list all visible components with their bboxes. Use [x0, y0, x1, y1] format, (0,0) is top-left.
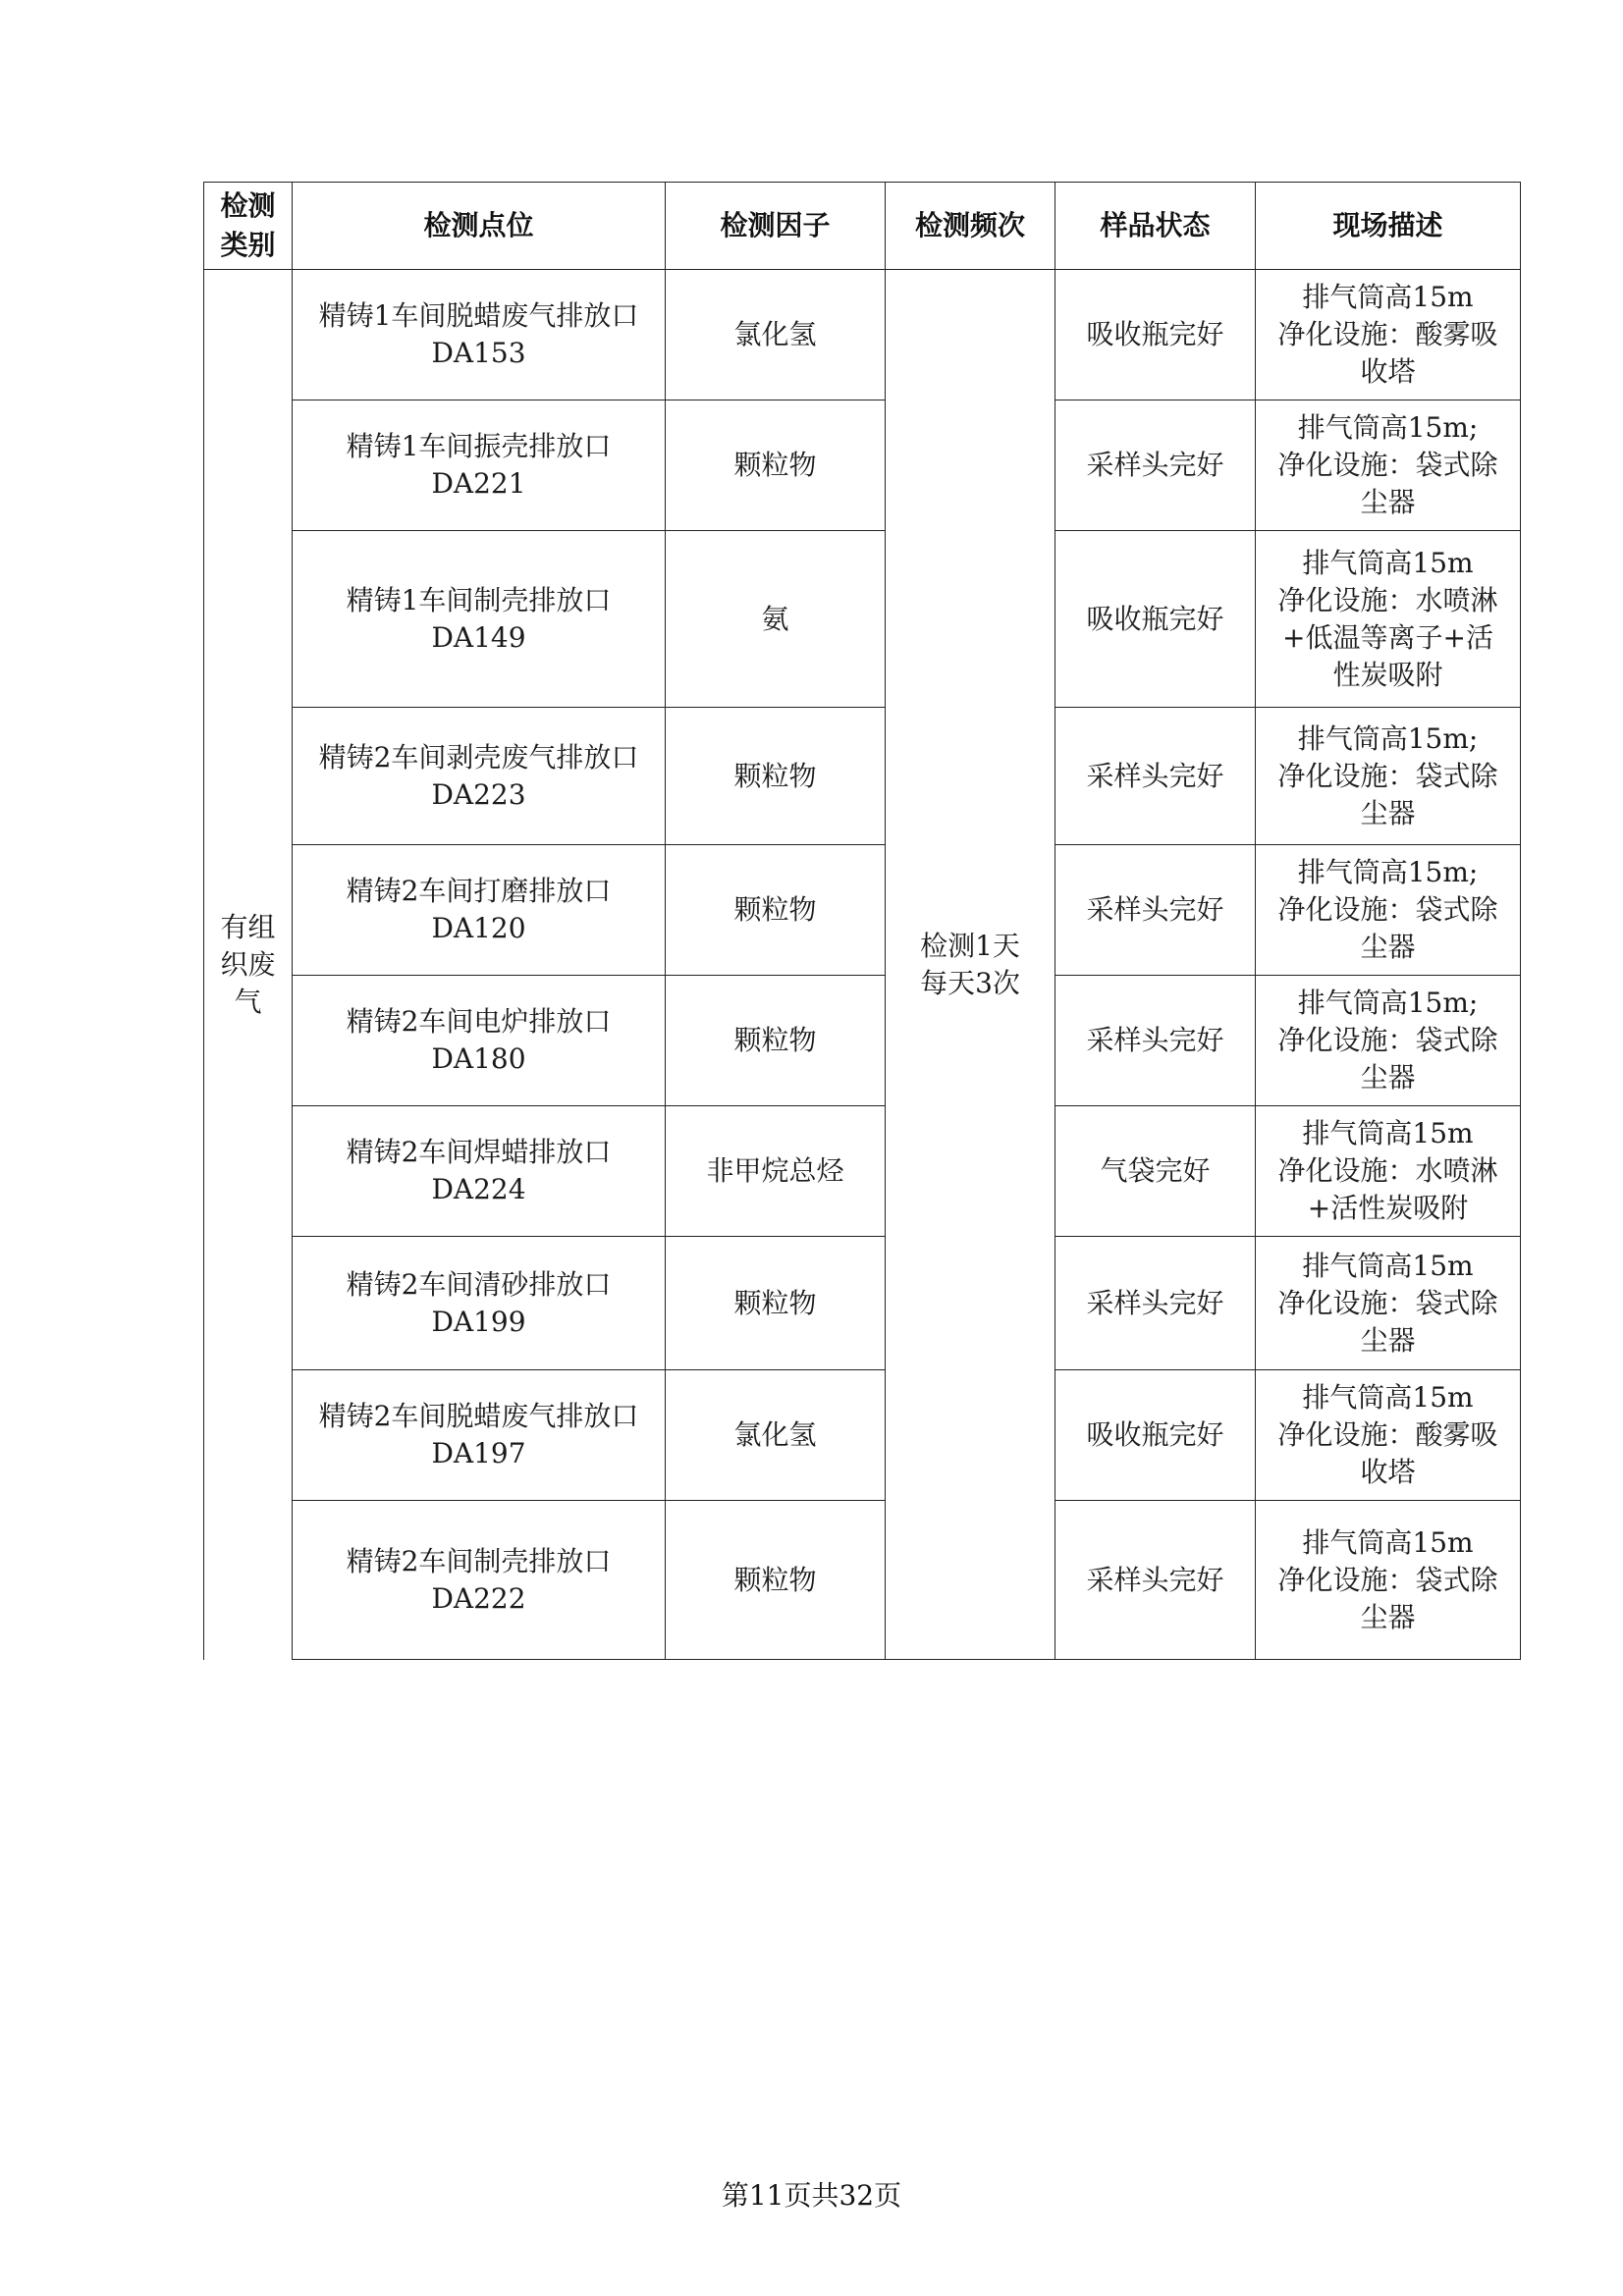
cell-text-line: DA199 [431, 1305, 526, 1338]
point-cell [293, 400, 666, 531]
cell-text-line: 尘器 [1360, 796, 1416, 829]
factor-cell [666, 1370, 886, 1501]
cell-text-line: 精铸2车间制壳排放口 [346, 1544, 612, 1577]
cell-text-line: 精铸2车间清砂排放口 [346, 1267, 612, 1301]
cell-text-line: 有组 [220, 910, 276, 943]
cell-text-line: 氨 [761, 602, 789, 635]
table-row [204, 708, 1521, 845]
table-row [204, 1237, 1521, 1370]
sample-state-cell [1055, 845, 1256, 976]
cell-text-line: 氯化氢 [733, 318, 817, 350]
header-factor [666, 183, 886, 270]
header-category [204, 183, 293, 270]
cell-text-line: 样品状态 [1100, 209, 1211, 241]
cell-text-line: 颗粒物 [733, 449, 817, 481]
point-cell [293, 1501, 666, 1660]
table-row [204, 1106, 1521, 1237]
factor-cell [666, 845, 886, 976]
cell-text-line: 净化设施：袋式除 [1277, 893, 1498, 926]
cell-text-line: 排气筒高15m; [1297, 856, 1479, 888]
cell-text-line: +活性炭吸附 [1307, 1192, 1469, 1224]
table-row [204, 976, 1521, 1106]
cell-text-line: 吸收瓶完好 [1086, 318, 1224, 350]
cell-text-line: 排气筒高15m; [1297, 721, 1479, 755]
cell-text-line: 采样头完好 [1086, 759, 1224, 792]
site-description-cell [1256, 845, 1521, 976]
header-sample-state [1055, 183, 1256, 270]
cell-text-line: 颗粒物 [733, 1286, 817, 1319]
site-description-cell [1256, 1370, 1521, 1501]
cell-text-line: 精铸2车间焊蜡排放口 [346, 1136, 612, 1168]
table-row [204, 845, 1521, 976]
cell-text-line: 精铸2车间脱蜡废气排放口 [318, 1400, 639, 1432]
point-cell [293, 270, 666, 400]
cell-text-line: 净化设施：酸雾吸 [1277, 1418, 1498, 1451]
point-cell [293, 845, 666, 976]
cell-text-line: 净化设施：水喷淋 [1277, 583, 1498, 616]
cell-text-line: 精铸1车间脱蜡废气排放口 [318, 299, 639, 332]
cell-text-line: 排气筒高15m [1302, 1381, 1474, 1414]
cell-text-line: 颗粒物 [733, 759, 817, 792]
cell-text-line: 气袋完好 [1100, 1154, 1211, 1187]
sample-state-cell [1055, 708, 1256, 845]
cell-text-line: 类别 [220, 229, 276, 261]
site-description-cell [1256, 1237, 1521, 1370]
table-row [204, 1501, 1521, 1660]
cell-text-line: 氯化氢 [733, 1418, 817, 1451]
cell-text-line: 排气筒高15m [1302, 1525, 1474, 1559]
sample-state-cell [1055, 400, 1256, 531]
point-cell [293, 1237, 666, 1370]
cell-text-line: 排气筒高15m [1302, 1117, 1474, 1149]
sample-state-cell [1055, 976, 1256, 1106]
site-description-cell [1256, 1501, 1521, 1660]
cell-text-line: 尘器 [1360, 1600, 1416, 1633]
cell-text-line: DA120 [431, 912, 526, 944]
cell-text-line: DA197 [431, 1437, 526, 1469]
cell-text-line: 尘器 [1360, 1061, 1416, 1094]
factor-cell [666, 708, 886, 845]
sample-state-cell [1055, 270, 1256, 400]
table-row [204, 1370, 1521, 1501]
cell-text-line: 精铸2车间电炉排放口 [346, 1005, 612, 1038]
cell-text-line: DA149 [431, 620, 526, 654]
cell-text-line: 收塔 [1360, 355, 1416, 388]
cell-text-line: 采样头完好 [1086, 1024, 1224, 1056]
cell-text-line: 精铸1车间振壳排放口 [346, 430, 612, 462]
point-cell [293, 708, 666, 845]
page-number: 第11页共32页 [721, 2179, 902, 2212]
cell-text-line: 排气筒高15m [1302, 546, 1474, 579]
cell-text-line: 收塔 [1360, 1456, 1416, 1488]
cell-text-line: 检测频次 [914, 209, 1025, 241]
site-description-cell [1256, 400, 1521, 531]
category-cell [204, 270, 293, 1660]
cell-text-line: 净化设施：袋式除 [1277, 759, 1498, 792]
cell-text-line: 精铸1车间制壳排放口 [346, 583, 612, 616]
cell-text-line: 精铸2车间剥壳废气排放口 [318, 740, 639, 774]
cell-text-line: 吸收瓶完好 [1086, 602, 1224, 635]
factor-cell [666, 1501, 886, 1660]
cell-text-line: 非甲烷总烃 [706, 1154, 844, 1187]
header-site-description [1256, 183, 1521, 270]
cell-text-line: 气 [234, 985, 262, 1018]
factor-cell [666, 270, 886, 400]
factor-cell [666, 1237, 886, 1370]
point-cell [293, 976, 666, 1106]
table-row [204, 400, 1521, 531]
site-description-cell [1256, 976, 1521, 1106]
cell-text-line: 检测点位 [423, 209, 534, 241]
cell-text-line: 检测因子 [720, 209, 831, 241]
header-point [293, 183, 666, 270]
cell-text-line: 尘器 [1360, 486, 1416, 518]
cell-text-line: 颗粒物 [733, 893, 817, 926]
sample-state-cell [1055, 1237, 1256, 1370]
cell-text-line: 现场描述 [1332, 209, 1443, 241]
cell-text-line: DA153 [431, 337, 526, 369]
table-row [204, 270, 1521, 400]
monitoring-table [203, 182, 1521, 1660]
cell-text-line: 采样头完好 [1086, 1286, 1224, 1319]
cell-text-line: 颗粒物 [733, 1563, 817, 1596]
cell-text-line: 排气筒高15m; [1297, 411, 1479, 444]
cell-text-line: DA221 [431, 467, 526, 500]
site-description-cell [1256, 531, 1521, 708]
cell-text-line: 净化设施：袋式除 [1277, 1024, 1498, 1056]
table-body [204, 270, 1521, 1660]
sample-state-cell [1055, 1370, 1256, 1501]
site-description-cell [1256, 708, 1521, 845]
factor-cell [666, 400, 886, 531]
cell-text-line: DA223 [431, 777, 526, 811]
cell-text-line: 净化设施：酸雾吸 [1277, 318, 1498, 350]
point-cell [293, 1106, 666, 1237]
frequency-cell [886, 270, 1055, 1660]
cell-text-line: 织废 [220, 947, 276, 981]
sample-state-cell [1055, 531, 1256, 708]
cell-text-line: 净化设施：袋式除 [1277, 1563, 1498, 1596]
cell-text-line: DA222 [431, 1581, 526, 1615]
cell-text-line: 净化设施：袋式除 [1277, 449, 1498, 481]
cell-text-line: 吸收瓶完好 [1086, 1418, 1224, 1451]
cell-text-line: 尘器 [1360, 1323, 1416, 1357]
cell-text-line: 净化设施：袋式除 [1277, 1286, 1498, 1319]
cell-text-line: 性炭吸附 [1332, 658, 1443, 691]
table-header-row [204, 183, 1521, 270]
cell-text-line: 检测1天 [920, 929, 1020, 962]
sample-state-cell [1055, 1106, 1256, 1237]
cell-text-line: DA224 [431, 1173, 526, 1205]
cell-text-line: 采样头完好 [1086, 893, 1224, 926]
point-cell [293, 531, 666, 708]
cell-text-line: 净化设施：水喷淋 [1277, 1154, 1498, 1187]
cell-text-line: 采样头完好 [1086, 449, 1224, 481]
cell-text-line: 精铸2车间打磨排放口 [346, 875, 612, 907]
factor-cell [666, 1106, 886, 1237]
cell-text-line: 颗粒物 [733, 1024, 817, 1056]
cell-text-line: 每天3次 [920, 966, 1020, 999]
cell-text-line: +低温等离子+活 [1282, 620, 1493, 654]
factor-cell [666, 976, 886, 1106]
cell-text-line: DA180 [431, 1042, 526, 1075]
factor-cell [666, 531, 886, 708]
site-description-cell [1256, 270, 1521, 400]
header-frequency [886, 183, 1055, 270]
cell-text-line: 排气筒高15m; [1297, 987, 1479, 1019]
cell-text-line: 排气筒高15m [1302, 1249, 1474, 1282]
sample-state-cell [1055, 1501, 1256, 1660]
cell-text-line: 检测 [220, 189, 276, 222]
point-cell [293, 1370, 666, 1501]
site-description-cell [1256, 1106, 1521, 1237]
table-row [204, 531, 1521, 708]
cell-text-line: 排气筒高15m [1302, 281, 1474, 313]
cell-text-line: 采样头完好 [1086, 1563, 1224, 1596]
cell-text-line: 尘器 [1360, 931, 1416, 963]
